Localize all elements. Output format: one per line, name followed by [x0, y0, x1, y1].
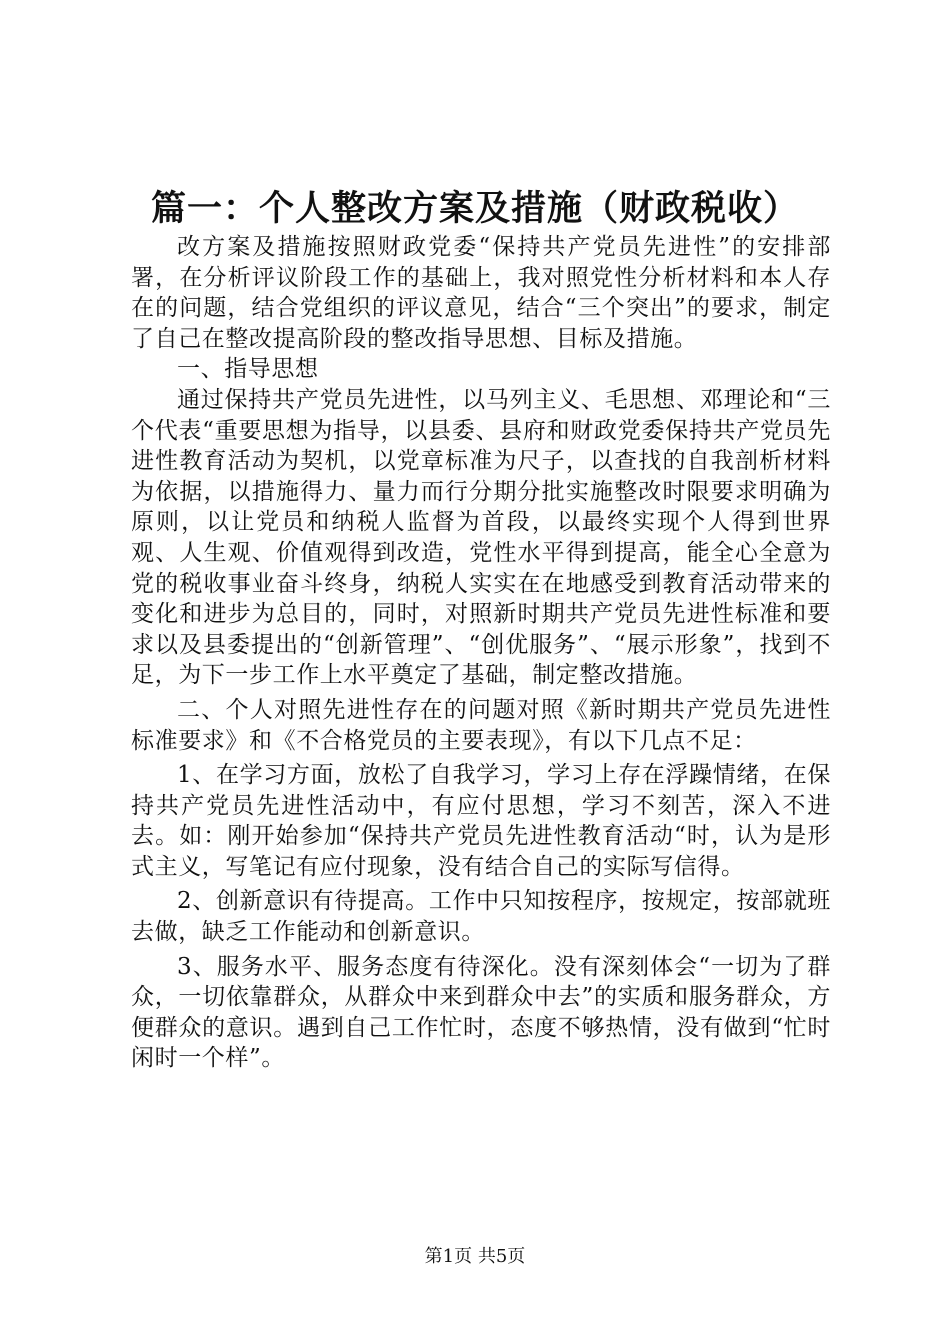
paragraph-guiding-thought: 通过保持共产党员先进性，以马列主义、毛思想、邓理论和“三个代表“重要思想为指导，以县委、县府和财政党委保持共产党员先进性教育活动为契机，以党章标准为尺子，以查找的自我剖析材料为依据，以措施得力、量力而行分期分批实施整改时限要求明确为原则，以让党员和纳税人监督为首段，以最终实现个人得到世界观、人生观、价值观得到改造，党性水平得到提高，能全心全意为党的税收事业奋斗终身，纳税人实实在在地感受到教育活动带来的变化和进步为总目的，同时，对照新时期共产党员先进性标准和要求以及县委提出的“创新管理”、“创优服务”、“展示形象”，找到不足，为下一步工作上水平奠定了基础，制定整改措施。 [131, 386, 831, 689]
list-item-service: 3、服务水平、服务态度有待深化。没有深刻体会“一切为了群众，一切依靠群众，从群众中来到群众中去”的实质和服务群众，方便群众的意识。遇到自己工作忙时，态度不够热情，没有做到“忙时闲时一个样”。 [131, 953, 831, 1072]
document-title: 篇一：个人整改方案及措施（财政税收） [150, 188, 799, 229]
page-footer: 第1页 共5页 [424, 1246, 526, 1267]
document-body [131, 232, 831, 1074]
paragraph-intro: 改方案及措施按照财政党委“保持共产党员先进性”的安排部署，在分析评议阶段工作的基础上，我对照党性分析材料和本人存在的问题，结合党组织的评议意见，结合“三个突出”的要求，制定了自己在整改提高阶段的整改指导思想、目标及措施。 [131, 234, 831, 352]
section-heading-problems: 二、个人对照先进性存在的问题对照《新时期共产党员先进性标准要求》和《不合格党员的主要表现》，有以下几点不足： [131, 696, 831, 754]
list-item-study: 1、在学习方面，放松了自我学习，学习上存在浮躁情绪，在保持共产党员先进性活动中，有应付思想，学习不刻苦，深入不进去。如：刚开始参加“保持共产党员先进性教育活动“时，认为是形式主义，写笔记有应付现象，没有结合自己的实际写信得。 [131, 762, 831, 880]
section-heading-guiding-thought: 一、指导思想 [177, 356, 319, 383]
list-item-innovation: 2、创新意识有待提高。工作中只知按程序，按规定，按部就班去做，缺乏工作能动和创新意识。 [131, 888, 831, 946]
